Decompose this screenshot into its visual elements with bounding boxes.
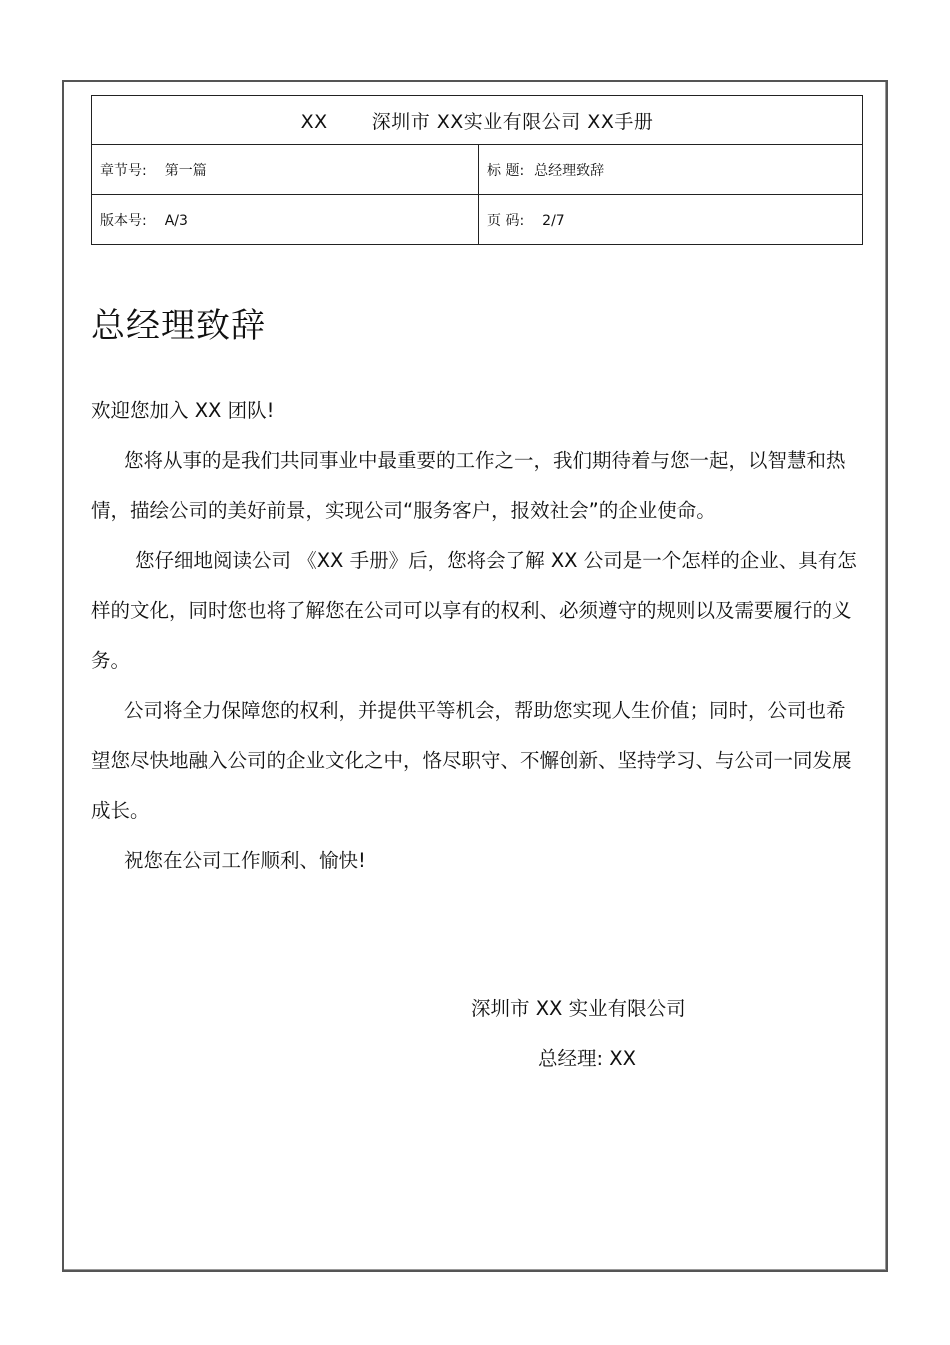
chapter-label: 章节号: <box>100 162 147 179</box>
chapter-cell <box>92 145 479 195</box>
closing-wish: 祝您在公司工作顺利、愉快! <box>124 849 366 872</box>
header-row-version <box>92 195 863 245</box>
body-paragraph: 您将从事的是我们共同事业中最重要的工作之一，我们期待着与您一起，以智慧和热情，描绘公司的美好前景，实现公司“服务客户，报效社会”的企业使命。 <box>91 449 846 522</box>
document-heading: 总经理致辞 <box>91 306 266 346</box>
version-value: A/3 <box>164 212 188 229</box>
document-body <box>91 386 861 886</box>
subject-cell <box>479 145 863 195</box>
subject-value: 总经理致辞 <box>534 162 605 179</box>
body-paragraph: 公司将全力保障您的权利，并提供平等机会，帮助您实现人生价值；同时，公司也希望您尽快地融入公司的企业文化之中，恪尽职守、不懈创新、坚持学习、与公司一同发展成长。 <box>91 699 852 822</box>
signature-company: 深圳市 XX 实业有限公司 <box>471 997 686 1020</box>
header-title-row <box>92 96 863 145</box>
document-header-table <box>91 95 863 245</box>
version-label: 版本号: <box>100 212 147 229</box>
greeting-text: 欢迎您加入 XX 团队! <box>91 399 275 422</box>
page-number-label: 页 码: <box>487 212 525 229</box>
header-title-prefix: XX <box>300 110 328 133</box>
header-title-cell <box>92 96 863 145</box>
header-row-chapter <box>92 145 863 195</box>
signature-general-manager: 总经理: XX <box>538 1047 636 1070</box>
subject-label: 标 题: <box>487 162 525 179</box>
body-paragraph: 您仔细地阅读公司 《XX 手册》后，您将会了解 XX 公司是一个怎样的企业、具有怎样的文化，同时您也将了解您在公司可以享有的权利、必须遵守的规则以及需要履行的义务。 <box>91 549 857 672</box>
page-number-value: 2/7 <box>542 212 565 229</box>
version-cell <box>92 195 479 245</box>
page-number-cell <box>479 195 863 245</box>
chapter-value: 第一篇 <box>164 162 207 179</box>
header-title-main: 深圳市 XX实业有限公司 XX手册 <box>371 110 654 133</box>
